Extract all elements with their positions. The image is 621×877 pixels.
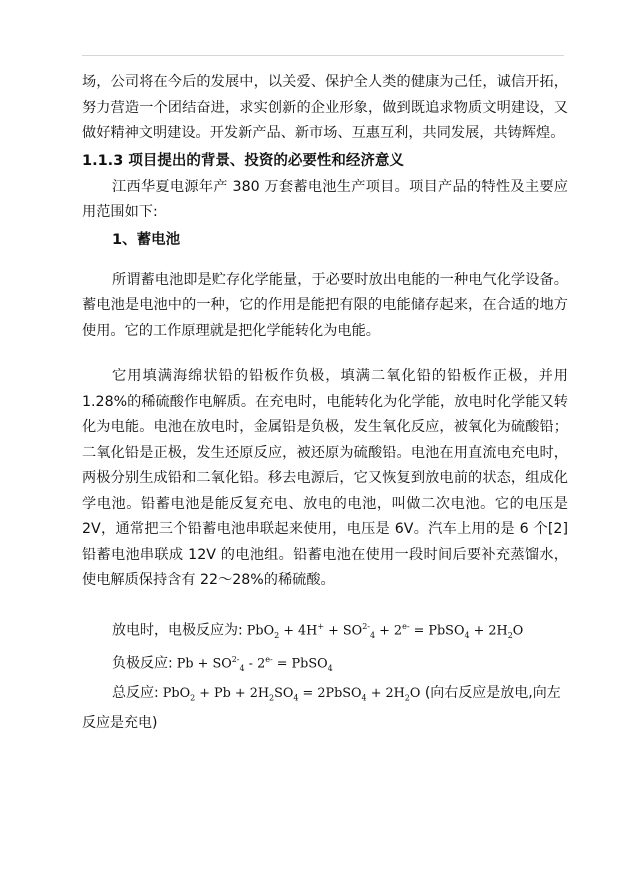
formula-total: 总反应: $PbO_2 + Pb + 2H_2SO_4$ = 2PbSO$_4$ + $2H_2O$ (向右反应是放电,向左反应是充电) bbox=[82, 685, 561, 731]
formula-discharge-label: 放电时，电极反应为: bbox=[112, 621, 243, 638]
formula-total-label: 总反应: bbox=[112, 685, 159, 702]
formula-total-note: (向右反应是放电,向左反应是充电) bbox=[82, 685, 561, 731]
paragraph-project: 江西华夏电源年产 380 万套蓄电池生产项目。项目产品的特性及主要应用范围如下: bbox=[82, 178, 568, 220]
formula-discharge: 放电时，电极反应为: $PbO_2 + 4H^+ + SO^{2-}_4 + 2^{e-}$ = PbSO$_4$ + $2H_2O$ bbox=[112, 621, 524, 640]
document-body bbox=[82, 70, 568, 736]
formula-negative: 负极反应: $Pb + SO^{2-}_4 - 2^{e-}$ = PbSO$_4$ bbox=[112, 655, 333, 674]
header-rule bbox=[82, 55, 564, 56]
paragraph-principle: 它用填满海绵状铅的铅板作负极，填满二氧化铅的铅板作正极，并用 1.28%的稀硫酸作电解质。在充电时，电能转化为化学能，放电时化学能又转化为电能。电池在放电时，金属铅是负极，发生氧化反应，被氧化为硫酸铅；二氧化铅是正极，发生还原反应，被还原为硫酸铅。电池在用直流电充电时，两极分别生成铅和二氧化铅。移去电源后，它又恢复到放电前的状态，组成化学电池。铅蓄电池是能反复充电、放电的电池，叫做二次电池。它的电压是 2V，通常把三个铅蓄电池串联起来使用，电压是 6V。汽车上用的是 6 个[2]铅蓄电池串联成 12V 的电池组。铅蓄电池在使用一段时间后要补充蒸馏水，使电解质保持含有 22～28%的稀硫酸。 bbox=[82, 368, 568, 588]
formula-negative-label: 负极反应: bbox=[112, 655, 173, 672]
paragraph-intro: 场，公司将在今后的发展中，以关爱、保护全人类的健康为己任，诚信开拓，努力营造一个团结奋进，求实创新的企业形象，做到既追求物质文明建设，又做好精神文明建设。开发新产品、新市场、互惠互利，共同发展，共铸辉煌。 bbox=[82, 74, 568, 141]
paragraph-definition: 所谓蓄电池即是贮存化学能量，于必要时放出电能的一种电气化学设备。蓄电池是电池中的一种，它的作用是能把有限的电能储存起来，在合适的地方使用。它的工作原理就是把化学能转化为电能。 bbox=[82, 271, 568, 339]
section-heading: 1.1.3 项目提出的背景、投资的必要性和经济意义 bbox=[82, 152, 404, 169]
subsection-heading: 1、蓄电池 bbox=[112, 231, 181, 248]
